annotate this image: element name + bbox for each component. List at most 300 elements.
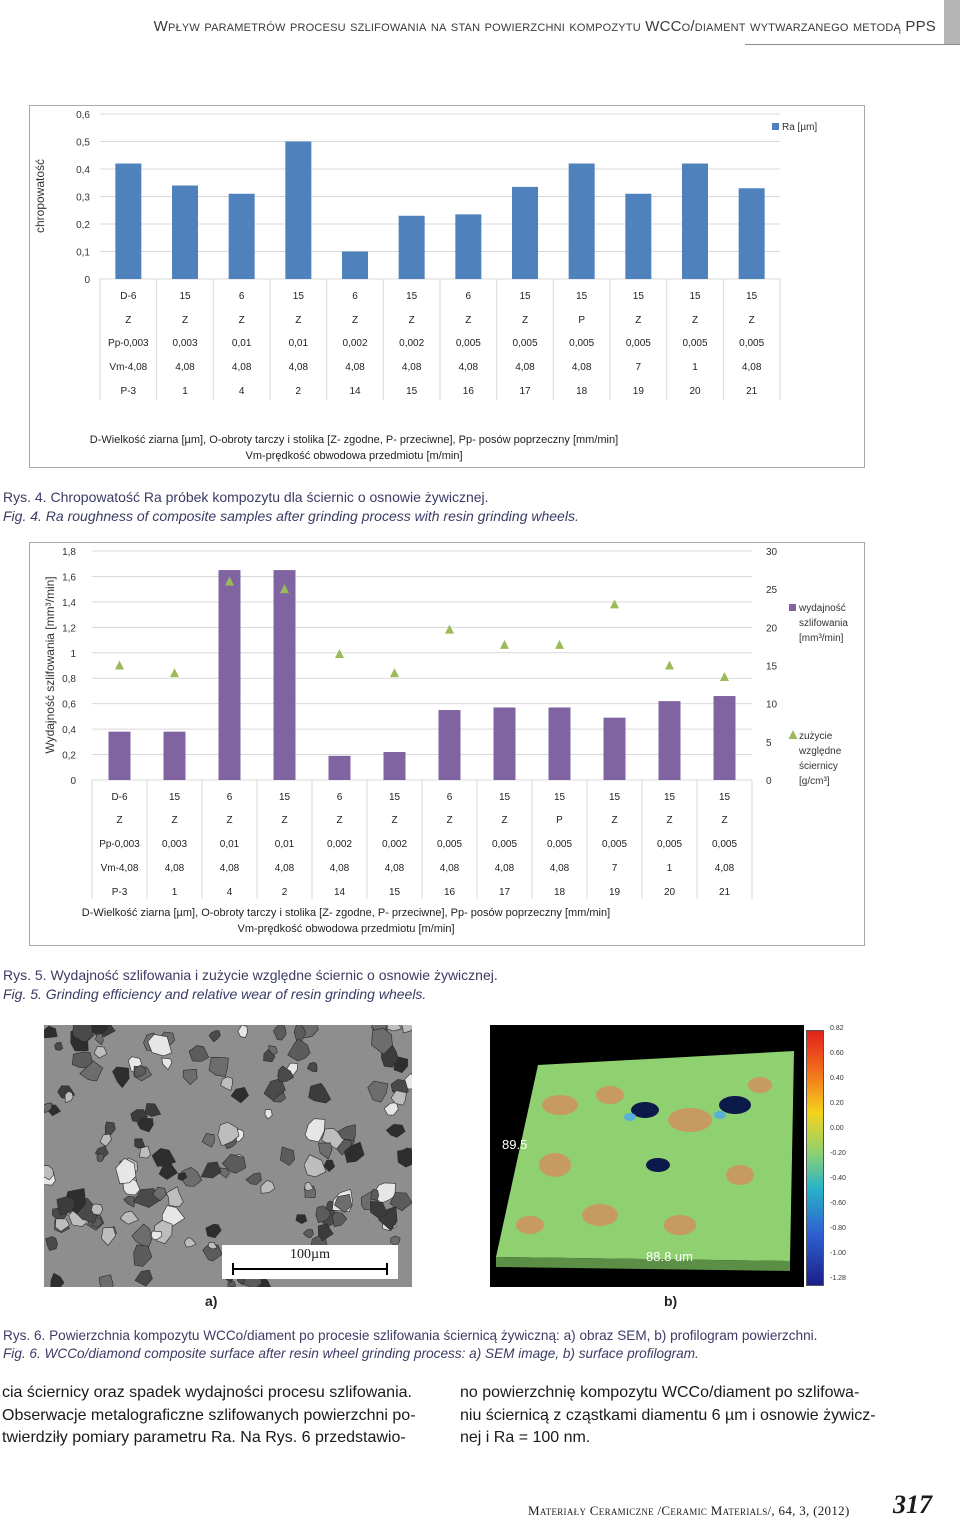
colorbar-tick-label: -1.28: [830, 1275, 846, 1282]
sem-grain: [100, 1134, 112, 1146]
colorbar-tick-label: -0.40: [830, 1175, 846, 1182]
category-label: Z: [465, 315, 472, 326]
category-label: 15: [278, 792, 291, 803]
bar: [569, 164, 595, 280]
sem-grain: [183, 1069, 197, 1085]
figure-5-caption-pl: Rys. 5. Wydajność szlifowania i zużycie względne ściernic o osnowie żywicznej.: [3, 967, 498, 983]
category-label: 0,005: [711, 839, 738, 850]
category-label: 7: [611, 863, 618, 874]
sem-grain: [134, 1245, 152, 1267]
y2-tick-label: 30: [766, 547, 778, 558]
low-patch: [624, 1113, 636, 1121]
category-label: Z: [521, 315, 529, 326]
y2-tick-label: 25: [766, 585, 778, 597]
category-label: 15: [576, 291, 588, 302]
category-label: Pp-0,003: [108, 338, 149, 349]
sem-grain: [384, 1102, 398, 1115]
body-column-1: [2, 1382, 434, 1450]
sem-grain: [402, 1025, 412, 1033]
grain-patch: [542, 1095, 578, 1115]
sem-grain: [135, 1139, 145, 1149]
header-tab: [944, 0, 960, 44]
bar: [219, 570, 241, 780]
category-label: P-3: [111, 887, 128, 898]
bar: [109, 732, 131, 780]
category-label: 15: [179, 291, 191, 302]
figure-4-caption-pl: Rys. 4. Chropowatość Ra próbek kompozytu dla ściernic o osnowie żywicznej.: [3, 489, 489, 505]
category-label: Z: [238, 315, 245, 326]
scale-bar-line: [232, 1268, 388, 1270]
bar: [229, 194, 255, 279]
profilogram-image: [490, 1025, 804, 1287]
colorbar-tick-label: 0.82: [830, 1025, 844, 1032]
category-label: Z: [181, 315, 189, 326]
sem-grain: [206, 1224, 222, 1238]
category-label: 15: [553, 792, 566, 803]
category-label: 4,08: [164, 863, 185, 874]
scale-bar-label: 100µm: [290, 1247, 330, 1262]
figure-4-caption-en: Fig. 4. Ra roughness of composite samples after grinding process with resin grinding wheels.: [3, 508, 579, 524]
category-label: Pp-0,003: [99, 839, 140, 850]
category-label: 0,005: [512, 338, 538, 349]
category-label: 4,08: [571, 362, 592, 373]
category-label: 0,01: [231, 338, 252, 349]
category-label: 14: [349, 386, 361, 397]
category-label: 15: [406, 386, 418, 397]
y-tick-label: 0,5: [76, 137, 90, 149]
sem-grain: [318, 1224, 333, 1241]
sem-grain: [371, 1189, 379, 1200]
legend-label: zużycie: [799, 731, 833, 742]
sem-grain: [368, 1081, 388, 1102]
y2-tick-label: 20: [766, 623, 778, 635]
category-label: Z: [171, 815, 178, 826]
body-line: niu ściernicą z cząstkami diamentu 6 µm i osnowie żywicz-: [460, 1406, 876, 1424]
category-label: 4: [238, 386, 245, 397]
category-label: 0,002: [326, 839, 353, 850]
category-label: 6: [226, 792, 233, 803]
sem-grain: [94, 1046, 107, 1058]
colorbar-tick-label: 0.60: [830, 1050, 844, 1057]
y-tick-label: 0,4: [76, 165, 90, 176]
x-axis-label: Vm-prędkość obwodowa przedmiotu [m/min]: [237, 923, 455, 935]
panel-label-b: b): [664, 1293, 678, 1309]
category-label: 1: [171, 887, 178, 898]
sem-grain: [387, 1025, 402, 1031]
x-axis-label: D-Wielkość ziarna [µm], O-obroty tarczy i stolika [Z- zgodne, P- przeciwne], Pp- posów poprzeczny [mm/min]: [89, 434, 619, 446]
bar: [384, 752, 406, 780]
scale-bar-tick-left: [232, 1263, 234, 1275]
sem-grain: [397, 1148, 412, 1167]
legend-label: ściernicy: [799, 761, 838, 772]
figure-4-box: [29, 105, 865, 468]
category-label: 0,003: [161, 839, 188, 850]
category-label: 21: [718, 887, 731, 898]
bar: [285, 142, 311, 280]
category-label: 15: [608, 792, 621, 803]
sem-grain: [231, 1087, 248, 1103]
legend-swatch: [789, 604, 796, 611]
bar: [329, 756, 351, 780]
sem-grain: [166, 1187, 183, 1207]
legend-label: szlifowania: [799, 618, 848, 629]
category-label: 0,005: [491, 839, 518, 850]
scatter-point: [610, 599, 619, 608]
scatter-point: [335, 649, 344, 658]
category-label: 20: [663, 887, 676, 898]
category-label: 15: [632, 291, 644, 302]
sem-grain: [184, 1238, 196, 1248]
bar: [604, 718, 626, 780]
category-label: 4,08: [329, 863, 350, 874]
category-label: 4,08: [714, 863, 735, 874]
category-label: 4,08: [549, 863, 570, 874]
grain-patch: [596, 1086, 624, 1104]
category-label: 16: [443, 887, 456, 898]
category-label: 19: [632, 386, 644, 397]
figure-6-caption-pl: Rys. 6. Powierzchnia kompozytu WCCo/diament po procesie szlifowania ściernicą żywiczną: a) obraz SEM, b) profilogram powierzchni.: [3, 1328, 818, 1343]
category-label: 6: [336, 792, 343, 803]
y-tick-label: 0,3: [76, 192, 90, 204]
category-label: Z: [666, 815, 673, 826]
bar: [659, 701, 681, 780]
category-label: 4,08: [515, 362, 535, 373]
category-label: 4,08: [345, 362, 365, 373]
category-label: Z: [611, 815, 618, 826]
category-label: 15: [689, 291, 701, 302]
body-line: cia ściernicy oraz spadek wydajności procesu szlifowania.: [2, 1384, 412, 1401]
scatter-point: [665, 661, 674, 670]
sem-grain: [162, 1058, 172, 1070]
sem-grain: [145, 1104, 161, 1117]
category-label: Z: [691, 315, 699, 326]
y-tick-label: 1: [70, 648, 76, 660]
category-label: 1: [182, 386, 188, 397]
sem-grain: [65, 1091, 73, 1102]
category-label: 15: [718, 792, 731, 803]
sem-grain: [238, 1025, 248, 1038]
bar: [342, 252, 368, 280]
category-label: Vm-4,08: [109, 362, 148, 373]
y-tick-label: 0,8: [62, 674, 76, 686]
category-label: 0,003: [172, 338, 198, 349]
bar: [172, 186, 198, 280]
category-label: Z: [295, 315, 302, 326]
category-label: 15: [168, 792, 181, 803]
body-line: Obserwacje metalograficzne szlifowanych powierzchni po-: [2, 1406, 416, 1424]
category-label: Z: [446, 815, 453, 826]
bar: [274, 570, 296, 780]
scatter-point: [170, 668, 179, 677]
category-label: Z: [635, 315, 642, 326]
legend-swatch: [789, 730, 798, 739]
footer-page-number: 317: [893, 1490, 932, 1519]
bar: [494, 707, 516, 780]
footer-journal: Materiały Ceramiczne /Ceramic Materials/, 64, 3, (2012): [528, 1503, 850, 1518]
legend-label: [mm³/min]: [799, 633, 844, 644]
y-axis-label: chropowatość: [33, 158, 47, 234]
colorbar-tick-label: 0.20: [830, 1100, 844, 1107]
sem-grain: [189, 1046, 209, 1062]
header-rule: [745, 44, 960, 45]
pit-patch: [646, 1158, 670, 1172]
body-column-2: [460, 1382, 900, 1450]
bar: [164, 732, 186, 780]
scale-bar-tick-right: [386, 1263, 388, 1275]
category-label: 15: [746, 291, 758, 302]
sem-grain: [44, 1026, 57, 1038]
y-tick-label: 0,2: [62, 750, 76, 762]
sem-grain: [101, 1227, 115, 1245]
bar: [739, 188, 765, 279]
category-label: Z: [125, 315, 132, 326]
figure-5-chart: [30, 543, 864, 945]
sem-grain: [132, 1224, 152, 1248]
y-tick-label: 0,6: [62, 699, 76, 711]
sem-grain: [221, 1077, 233, 1091]
category-label: 4,08: [401, 362, 422, 373]
category-label: 0,005: [546, 839, 573, 850]
sem-grain: [261, 1180, 275, 1193]
sem-grain: [105, 1122, 115, 1135]
sem-grain: [152, 1149, 176, 1167]
grain-patch: [664, 1215, 696, 1235]
figure-4-chart: [30, 106, 864, 467]
category-label: 15: [406, 291, 418, 302]
colorbar-tick-label: -0.80: [830, 1225, 846, 1232]
category-label: 4,08: [741, 362, 762, 373]
panel-label-a: a): [205, 1293, 218, 1309]
sem-grain: [124, 1196, 135, 1207]
sem-grain: [288, 1039, 311, 1061]
category-label: 17: [498, 887, 511, 898]
y-tick-label: 0,6: [76, 110, 90, 121]
category-label: 0,002: [381, 839, 408, 850]
y2-tick-label: 0: [766, 776, 772, 787]
sem-grain: [305, 1119, 325, 1142]
category-label: 6: [446, 792, 453, 803]
y-tick-label: 1,6: [62, 572, 76, 584]
legend-label: względne: [799, 746, 842, 757]
figure-5-caption-en: Fig. 5. Grinding efficiency and relative wear of resin grinding wheels.: [3, 986, 427, 1002]
colorbar-tick-label: 0.40: [830, 1075, 844, 1082]
category-label: 0,005: [656, 839, 683, 850]
category-label: 15: [388, 887, 401, 898]
category-label: 19: [608, 887, 621, 898]
grain-patch: [748, 1077, 772, 1093]
category-label: D-6: [120, 291, 137, 302]
body-line: no powierzchnię kompozytu WCCo/diament po szlifowa-: [460, 1384, 860, 1401]
sem-grain: [209, 1057, 228, 1076]
category-label: P: [578, 315, 586, 326]
legend-label: Ra [µm]: [782, 122, 818, 133]
colorbar-tick-label: -1.00: [830, 1250, 846, 1257]
category-label: D-6: [111, 792, 128, 803]
sem-grain: [139, 1146, 150, 1158]
y-axis-label: Wydajność szlifowania [mm³/min]: [43, 576, 57, 754]
category-label: 0,01: [288, 338, 309, 349]
category-label: 0,005: [682, 338, 708, 349]
category-label: 4,08: [274, 863, 295, 874]
bar: [682, 164, 708, 280]
scatter-point: [555, 640, 564, 649]
sem-grain: [305, 1182, 313, 1191]
category-label: 4,08: [458, 362, 479, 373]
category-label: 18: [576, 386, 588, 397]
figure-5-box: [29, 542, 865, 946]
bar: [455, 214, 481, 279]
category-label: 4,08: [288, 362, 309, 373]
sem-grain: [390, 1236, 400, 1245]
sem-grain: [303, 1229, 313, 1238]
y-tick-label: 0: [70, 776, 76, 787]
category-label: 16: [462, 386, 474, 397]
category-label: Z: [336, 815, 343, 826]
profilogram-surface: [490, 1025, 804, 1287]
legend-swatch: [772, 123, 779, 130]
scatter-point: [445, 625, 454, 634]
profile-height-label: 89.5: [502, 1137, 528, 1152]
body-line: twierdziły pomiary parametru Ra. Na Rys. 6 przedstawio-: [2, 1429, 406, 1446]
category-label: Z: [501, 815, 508, 826]
category-label: 4,08: [175, 362, 195, 373]
y-tick-label: 1,4: [62, 597, 76, 609]
sem-grain: [55, 1042, 63, 1050]
bar: [399, 216, 425, 279]
category-label: 17: [519, 386, 531, 397]
category-label: P: [556, 815, 563, 826]
category-label: 0,01: [274, 839, 295, 850]
sem-grain: [91, 1204, 103, 1215]
category-label: P-3: [120, 386, 137, 397]
grain-patch: [726, 1165, 754, 1185]
scale-bar-box: [222, 1245, 398, 1279]
category-label: Z: [351, 315, 359, 326]
sem-grain: [307, 1062, 317, 1072]
sem-grain: [96, 1033, 104, 1044]
category-label: 2: [281, 887, 288, 898]
bar: [714, 696, 736, 780]
legend-label: [g/cm³]: [799, 776, 830, 787]
category-label: 7: [635, 362, 642, 373]
sem-grain: [201, 1162, 221, 1178]
scatter-point: [115, 661, 124, 670]
grain-patch: [668, 1108, 712, 1132]
category-label: 0,01: [219, 839, 240, 850]
category-label: 6: [352, 291, 358, 302]
category-label: 0,005: [569, 338, 595, 349]
x-axis-label: D-Wielkość ziarna [µm], O-obroty tarczy i stolika [Z- zgodne, P- przeciwne], Pp- posów poprzeczny [mm/min]: [81, 907, 611, 919]
sem-grain: [135, 1270, 153, 1286]
category-label: Z: [116, 815, 123, 826]
y-tick-label: 1,8: [62, 547, 76, 558]
category-label: 4,08: [384, 863, 405, 874]
category-label: Vm-4,08: [100, 863, 139, 874]
sem-grain: [280, 1147, 294, 1166]
y2-tick-label: 15: [766, 661, 778, 673]
category-label: 0,005: [436, 839, 463, 850]
figure-6-caption-en: Fig. 6. WCCo/diamond composite surface after resin wheel grinding process: a) SEM image, b) surface profilogram.: [3, 1346, 699, 1361]
category-label: 4: [226, 887, 233, 898]
sem-image: [44, 1025, 412, 1287]
bar: [115, 164, 141, 280]
category-label: 15: [663, 792, 676, 803]
low-patch: [714, 1111, 726, 1119]
y2-tick-label: 5: [766, 737, 772, 749]
category-label: 4,08: [439, 863, 460, 874]
y-tick-label: 0: [84, 275, 90, 286]
y2-tick-label: 10: [766, 699, 778, 711]
colorbar-tick-label: -0.20: [830, 1150, 846, 1157]
colorbar-tick-label: -0.60: [830, 1200, 846, 1207]
category-label: 6: [465, 291, 472, 302]
grain-patch: [539, 1153, 571, 1177]
category-label: 0,005: [625, 338, 651, 349]
colorbar: [806, 1030, 824, 1286]
grain-patch: [516, 1216, 544, 1234]
category-label: 1: [666, 863, 673, 874]
sem-grain: [265, 1110, 272, 1120]
category-label: 4,08: [494, 863, 515, 874]
category-label: Z: [721, 815, 728, 826]
bar: [549, 707, 571, 780]
category-label: 0,005: [455, 338, 481, 349]
sem-grain: [99, 1275, 113, 1287]
bar: [625, 194, 651, 279]
category-label: 0,002: [399, 338, 425, 349]
y-tick-label: 0,2: [76, 220, 90, 231]
y-tick-label: 0,4: [62, 725, 76, 737]
category-label: 21: [746, 386, 758, 397]
sem-grain: [209, 1031, 220, 1042]
category-label: 18: [553, 887, 566, 898]
category-label: 0,002: [342, 338, 368, 349]
y-tick-label: 1,2: [62, 623, 76, 635]
category-label: 4,08: [219, 863, 240, 874]
category-label: 15: [519, 291, 531, 302]
category-label: 15: [292, 291, 304, 302]
body-line: nej i Ra = 100 nm.: [460, 1429, 591, 1446]
grain-patch: [582, 1204, 618, 1226]
sem-grain: [113, 1067, 130, 1088]
category-label: 14: [333, 887, 346, 898]
sem-grain: [246, 1173, 262, 1185]
colorbar-tick-label: 0.00: [830, 1125, 844, 1132]
category-label: Z: [391, 815, 398, 826]
legend-label: wydajność: [799, 603, 846, 614]
category-label: 1: [692, 362, 698, 373]
sem-grain: [304, 1155, 326, 1177]
category-label: 15: [388, 792, 401, 803]
category-label: Z: [748, 315, 755, 326]
category-label: Z: [226, 815, 233, 826]
category-label: 4,08: [231, 362, 252, 373]
category-label: 0,005: [739, 338, 765, 349]
sem-grain: [51, 1273, 65, 1287]
running-header: Wpływ parametrów procesu szlifowania na stan powierzchni kompozytu WCCo/diament wytwarzanego metodą PPS: [153, 18, 936, 35]
sem-grain: [386, 1124, 405, 1137]
bar: [439, 710, 461, 780]
sem-grain: [46, 1237, 58, 1251]
pit-patch: [719, 1096, 751, 1114]
y-tick-label: 0,1: [76, 247, 90, 259]
scatter-point: [720, 672, 729, 681]
sem-grain: [296, 1215, 307, 1224]
category-label: Z: [408, 315, 415, 326]
sem-grain: [332, 1212, 347, 1227]
sem-grain: [120, 1211, 139, 1224]
sem-grain: [309, 1083, 331, 1103]
